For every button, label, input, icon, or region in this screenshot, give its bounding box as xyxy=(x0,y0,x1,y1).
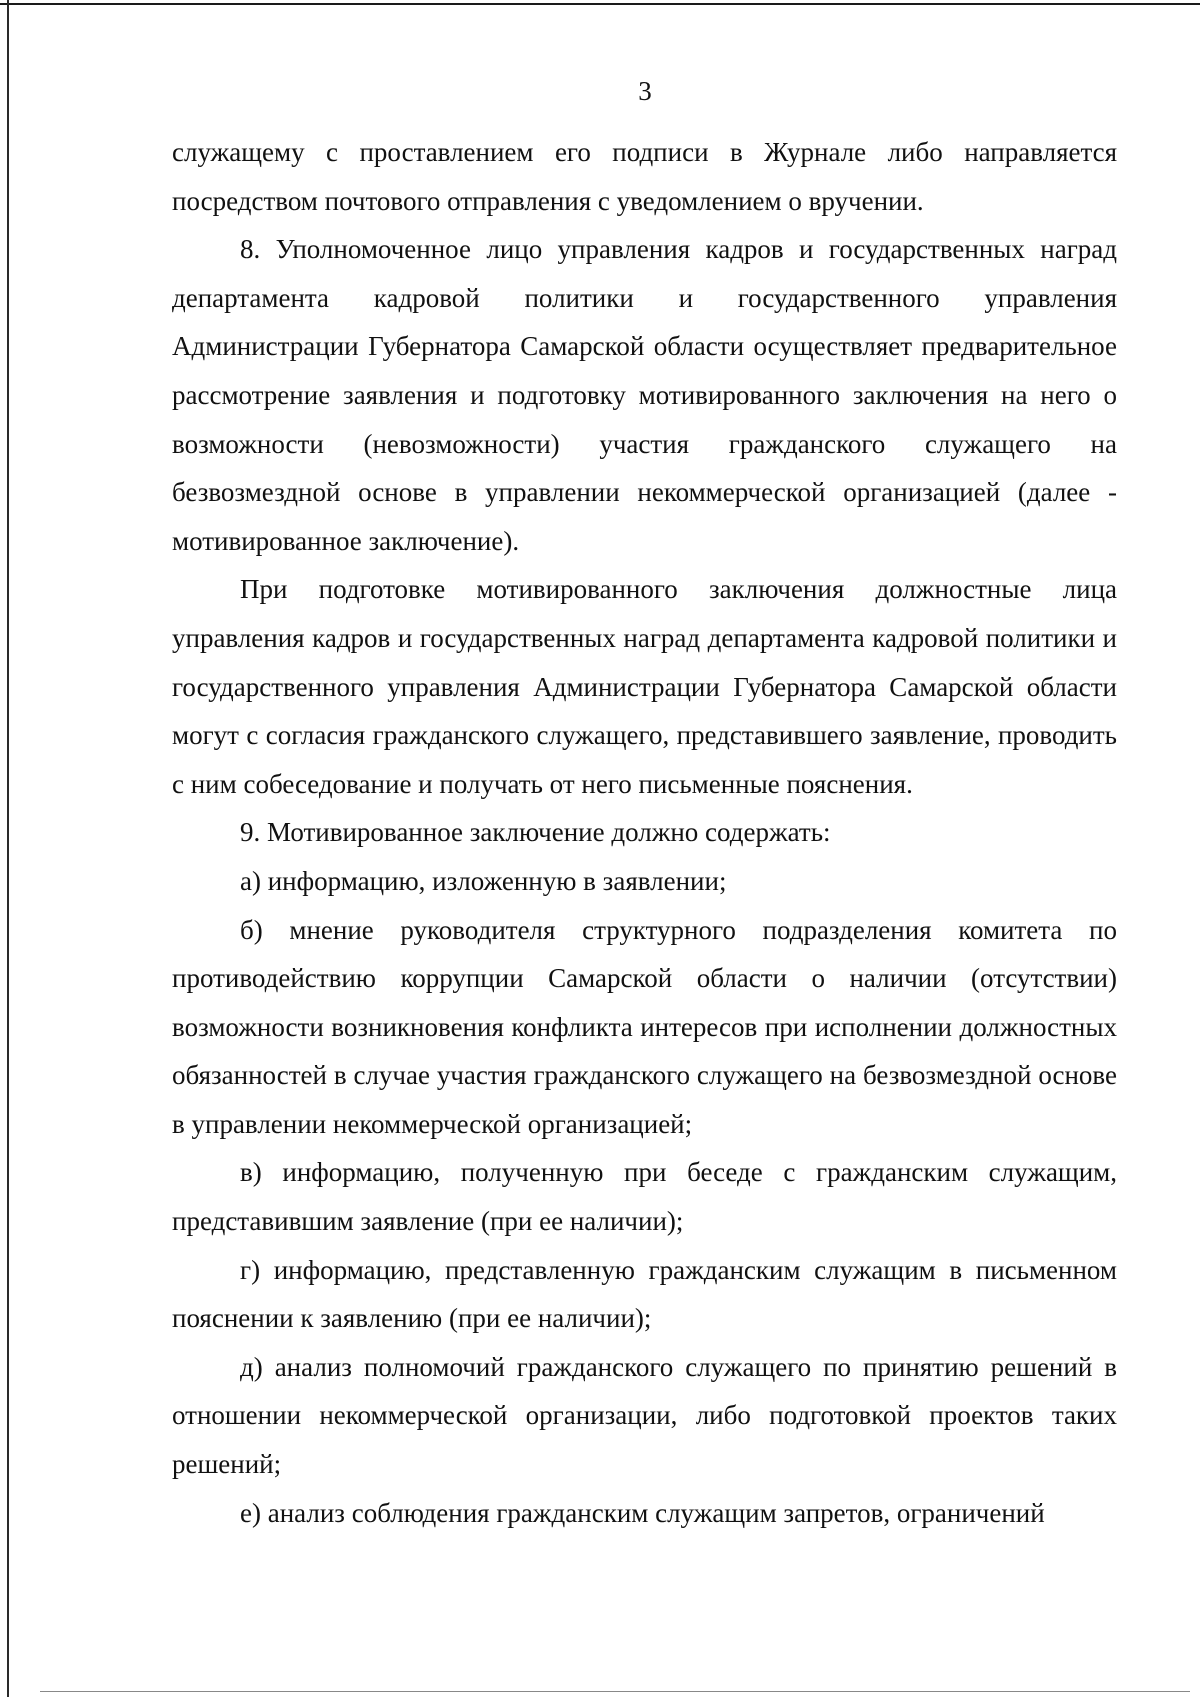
paragraph-continuation: служащему с проставлением его подписи в Журнале либо направляется посредством почтового отправления с уведомлением о вручении. xyxy=(172,137,1117,216)
paragraph-item-9: 9. Мотивированное заключение должно содержать: xyxy=(240,817,831,848)
document-body xyxy=(172,128,1117,1537)
scan-edge-left xyxy=(7,0,9,1697)
scan-edge-top xyxy=(0,3,1200,5)
page-number: 3 xyxy=(638,76,652,106)
list-item-e: е) анализ соблюдения гражданским служащим запретов, ограничений xyxy=(240,1497,1045,1528)
list-item-v: в) информацию, полученную при беседе с гражданским служащим, представившим заявление (при ее наличии); xyxy=(172,1157,1117,1237)
list-item-a: а) информацию, изложенную в заявлении; xyxy=(240,865,727,896)
paragraph-item-8: 8. Уполномоченное лицо управления кадров и государственных наград департамента кадровой политики и государственного управления Администрации Губернатора Самарской области осуществляет предварительное рассмотрение заявления и подготовку мотивированного заключения на него о возможности (невозможности) участия гражданского служащего на безвозмездной основе в управлении некоммерческой организацией (далее - мотивированное заключение). xyxy=(172,234,1117,556)
scan-edge-bottom xyxy=(40,1691,1190,1692)
paragraph-preparation: При подготовке мотивированного заключения должностные лица управления кадров и государственных наград департамента кадровой политики и государственного управления Администрации Губернатора Самарской области могут с согласия гражданского служащего, представившего заявление, проводить с ним собеседование и получать от него письменные пояснения. xyxy=(172,574,1117,799)
list-item-g: г) информацию, представленную гражданским служащим в письменном пояснении к заявлению (при ее наличии); xyxy=(172,1254,1117,1334)
list-item-d: д) анализ полномочий гражданского служащего по принятию решений в отношении некоммерческой организации, либо подготовкой проектов таких решений; xyxy=(172,1351,1117,1480)
list-item-b: б) мнение руководителя структурного подразделения комитета по противодействию коррупции Самарской области о наличии (отсутствии) возможности возникновения конфликта интересов при исполнении должностных обязанностей в случае участия гражданского служащего на безвозмездной основе в управлении некоммерческой организацией; xyxy=(172,914,1117,1139)
